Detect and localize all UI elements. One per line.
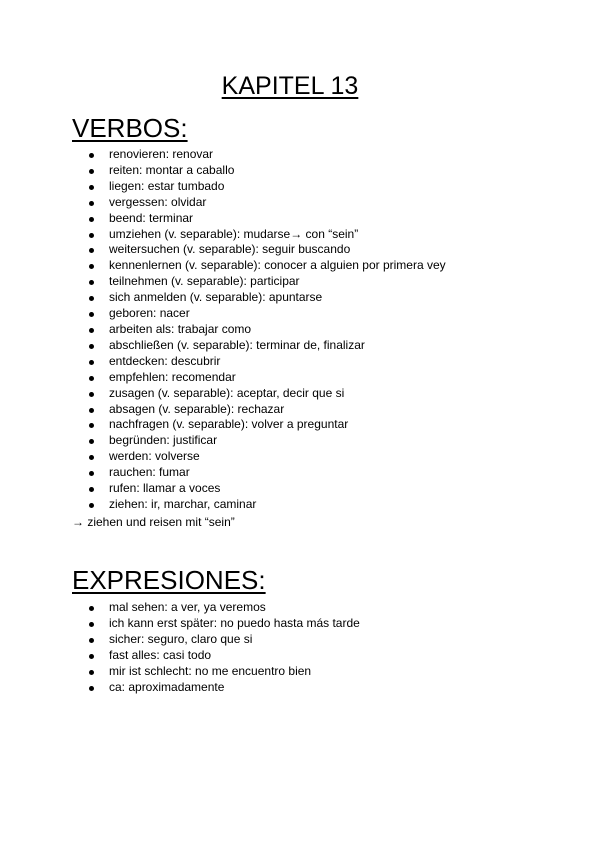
- verb-item-text: sich anmelden (v. separable): apuntarse: [109, 290, 323, 305]
- expression-item-text: fast alles: casi todo: [109, 647, 212, 662]
- verb-item: [72, 211, 572, 227]
- expression-item: [72, 680, 572, 696]
- verb-item-text: reiten: montar a caballo: [109, 162, 235, 177]
- bullet-icon: [89, 503, 94, 508]
- verb-item: [72, 449, 572, 465]
- expression-item-text: sicher: seguro, claro que si: [109, 631, 253, 646]
- expression-item: [72, 600, 572, 616]
- expressions-list: [72, 600, 572, 695]
- bullet-icon: [89, 280, 94, 285]
- verb-item: [72, 402, 572, 418]
- verb-item-text: ziehen: ir, marchar, caminar: [109, 496, 257, 511]
- verb-item: [72, 370, 572, 386]
- bullet-icon: [89, 169, 94, 174]
- verb-item: [72, 147, 572, 163]
- verb-item: [72, 290, 572, 306]
- verb-item: [72, 465, 572, 481]
- expressions-heading: EXPRESIONES:: [72, 565, 266, 595]
- bullet-icon: [89, 296, 94, 301]
- bullet-icon: [89, 201, 94, 206]
- bullet-icon: [89, 654, 94, 659]
- verb-item-text: arbeiten als: trabajar como: [109, 321, 252, 336]
- verb-item-text: renovieren: renovar: [109, 147, 214, 161]
- expression-item: [72, 648, 572, 664]
- bullet-icon: [89, 471, 94, 476]
- verb-item: [72, 497, 572, 513]
- verb-item: [72, 306, 572, 322]
- bullet-icon: [89, 408, 94, 413]
- bullet-icon: [89, 328, 94, 333]
- verb-item: [72, 195, 572, 211]
- verb-item: [72, 179, 572, 195]
- verb-item-text: teilnehmen (v. separable): participar: [109, 274, 300, 289]
- bullet-icon: [89, 312, 94, 317]
- verb-item-text: nachfragen (v. separable): volver a preguntar: [109, 417, 349, 432]
- verbs-list: [72, 147, 572, 513]
- verb-item: [72, 338, 572, 354]
- bullet-icon: [89, 233, 94, 238]
- verb-item: [72, 417, 572, 433]
- bullet-icon: [89, 622, 94, 627]
- bullet-icon: [89, 248, 94, 253]
- verb-item: [72, 242, 572, 258]
- bullet-icon: [89, 423, 94, 428]
- bullet-icon: [89, 392, 94, 397]
- verb-item-text: abschließen (v. separable): terminar de, finalizar: [109, 337, 365, 352]
- verb-item-text: vergessen: olvidar: [109, 194, 207, 209]
- verb-item-text: geboren: nacer: [109, 306, 190, 321]
- verb-item: [72, 163, 572, 179]
- verb-item-text: rauchen: fumar: [109, 465, 190, 480]
- bullet-icon: [89, 439, 94, 444]
- bullet-icon: [89, 455, 94, 460]
- bullet-icon: [89, 153, 94, 158]
- verb-item-text: rufen: llamar a voces: [109, 481, 221, 496]
- page-title: KAPITEL 13: [221, 72, 359, 100]
- bullet-icon: [89, 670, 94, 675]
- verb-item: [72, 274, 572, 290]
- verbs-heading: VERBOS:: [72, 113, 188, 143]
- verb-item-text: umziehen (v. separable): mudarse→ con “sein”: [109, 226, 359, 241]
- verb-item-text: beend: terminar: [109, 210, 194, 225]
- expression-item-text: ich kann erst später: no puedo hasta más tarde: [109, 615, 360, 630]
- verb-item-text: werden: volverse: [109, 449, 200, 464]
- bullet-icon: [89, 344, 94, 349]
- bullet-icon: [89, 185, 94, 190]
- bullet-icon: [89, 376, 94, 381]
- bullet-icon: [89, 264, 94, 269]
- verb-item: [72, 386, 572, 402]
- verb-item-text: zusagen (v. separable): aceptar, decir que si: [109, 385, 345, 400]
- verb-item-text: begründen: justificar: [109, 433, 218, 448]
- verbs-note: → ziehen und reisen mit “sein”: [72, 515, 235, 529]
- bullet-icon: [89, 606, 94, 611]
- verb-item: [72, 433, 572, 449]
- expression-item-text: mal sehen: a ver, ya veremos: [109, 600, 266, 614]
- verb-item-text: empfehlen: recomendar: [109, 369, 236, 384]
- verb-item: [72, 354, 572, 370]
- verb-item-text: kennenlernen (v. separable): conocer a alguien por primera vey: [109, 258, 446, 273]
- expression-item: [72, 616, 572, 632]
- verb-item: [72, 227, 572, 243]
- bullet-icon: [89, 686, 94, 691]
- expression-item-text: mir ist schlecht: no me encuentro bien: [109, 663, 312, 678]
- verb-item-text: liegen: estar tumbado: [109, 178, 225, 193]
- verb-item-text: entdecken: descubrir: [109, 353, 221, 368]
- expression-item: [72, 664, 572, 680]
- verb-item-text: weitersuchen (v. separable): seguir buscando: [109, 242, 351, 257]
- bullet-icon: [89, 487, 94, 492]
- verb-item-text: absagen (v. separable): rechazar: [109, 401, 285, 416]
- verb-item: [72, 322, 572, 338]
- bullet-icon: [89, 638, 94, 643]
- verb-item: [72, 481, 572, 497]
- bullet-icon: [89, 360, 94, 365]
- expression-item-text: ca: aproximadamente: [109, 679, 225, 694]
- verb-item: [72, 258, 572, 274]
- expression-item: [72, 632, 572, 648]
- bullet-icon: [89, 217, 94, 222]
